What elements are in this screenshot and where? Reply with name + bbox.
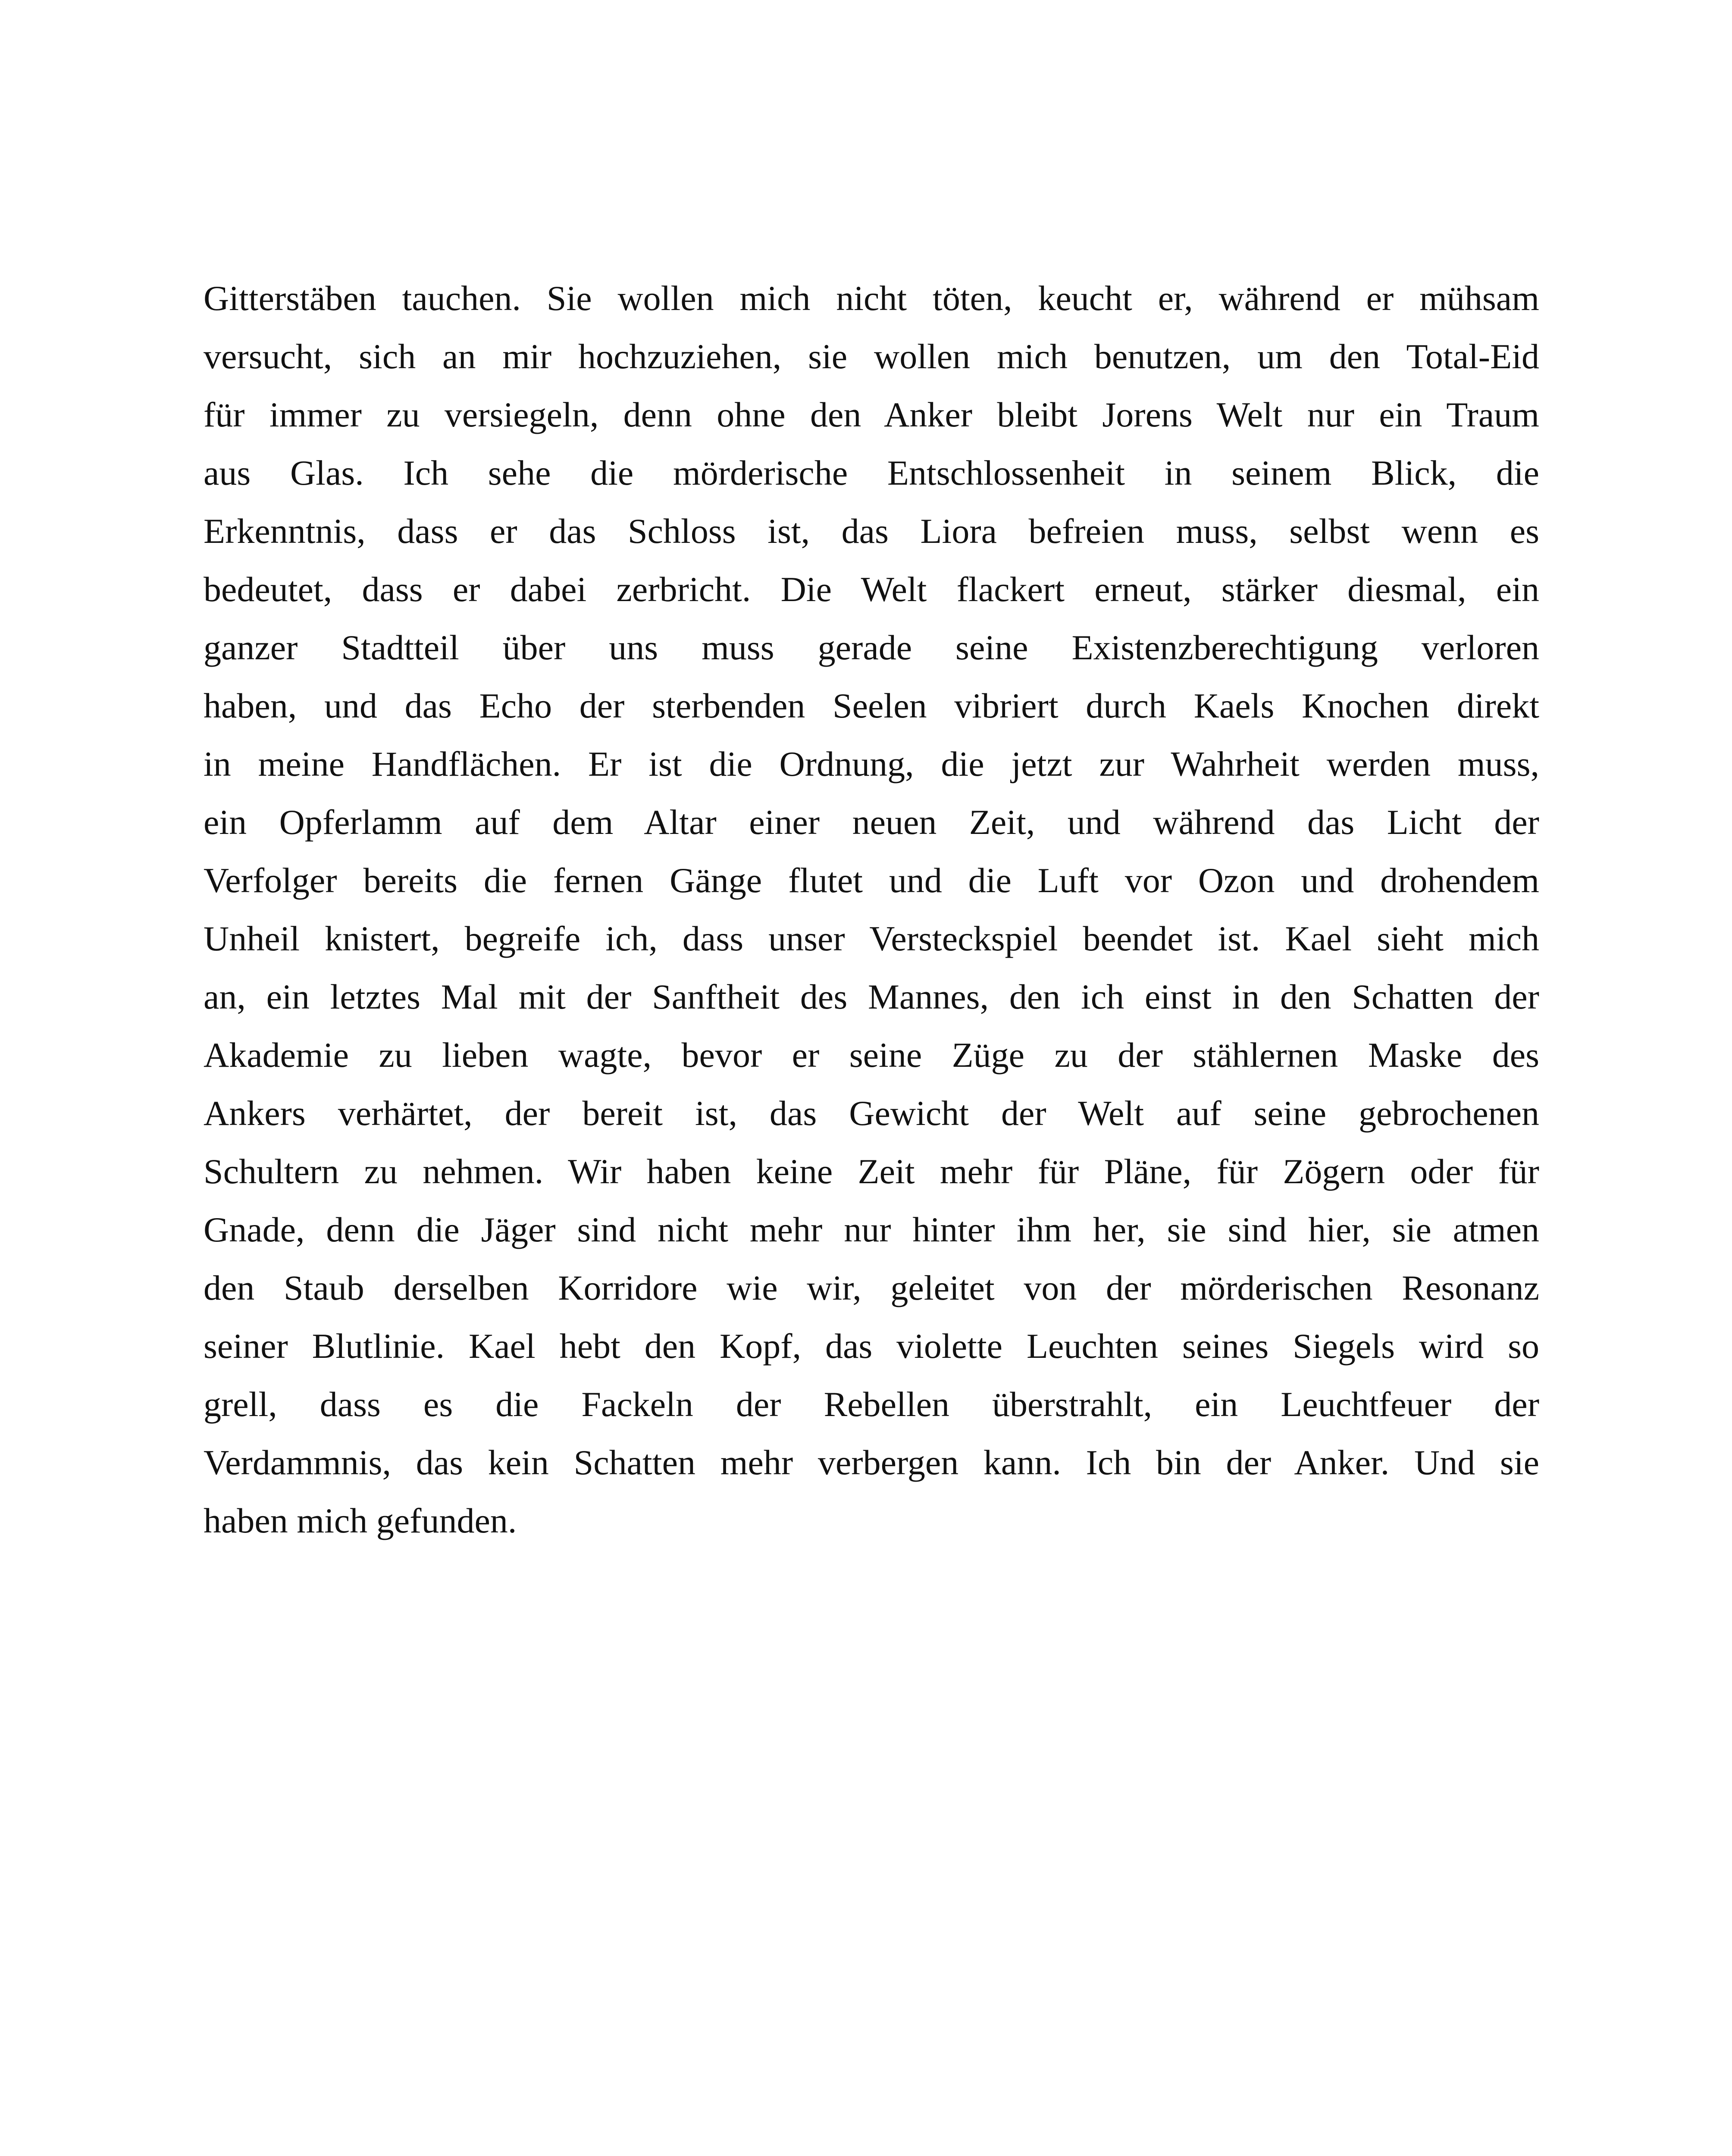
text-line: in meine Handflächen. Er ist die Ordnung, die jetzt zur Wahrheit werden muss,	[204, 744, 1539, 783]
text-line: Verdammnis, das kein Schatten mehr verbergen kann. Ich bin der Anker. Und sie	[204, 1443, 1539, 1482]
text-line: Ankers verhärtet, der bereit ist, das Gewicht der Welt auf seine gebrochenen	[204, 1094, 1539, 1133]
text-line: versucht, sich an mir hochzuziehen, sie wollen mich benutzen, um den Total-Eid	[204, 337, 1539, 376]
text-line: Unheil knistert, begreife ich, dass unser Versteckspiel beendet ist. Kael sieht mich	[204, 919, 1539, 958]
text-line: Schultern zu nehmen. Wir haben keine Zeit mehr für Pläne, für Zögern oder für	[204, 1152, 1539, 1191]
text-line: ein Opferlamm auf dem Altar einer neuen Zeit, und während das Licht der	[204, 802, 1539, 842]
text-line: Akademie zu lieben wagte, bevor er seine Züge zu der stählernen Maske des	[204, 1035, 1539, 1075]
text-line: seiner Blutlinie. Kael hebt den Kopf, das violette Leuchten seines Siegels wird so	[204, 1326, 1539, 1366]
text-line: für immer zu versiegeln, denn ohne den Anker bleibt Jorens Welt nur ein Traum	[204, 395, 1539, 434]
text-line: ganzer Stadtteil über uns muss gerade seine Existenzberechtigung verloren	[204, 628, 1539, 667]
text-line: aus Glas. Ich sehe die mörderische Entschlossenheit in seinem Blick, die	[204, 453, 1539, 492]
text-line: haben mich gefunden.	[204, 1501, 517, 1540]
text-line: Gitterstäben tauchen. Sie wollen mich nicht töten, keucht er, während er mühsam	[204, 279, 1539, 318]
text-line: Erkenntnis, dass er das Schloss ist, das Liora befreien muss, selbst wenn es	[204, 511, 1539, 551]
text-line: bedeutet, dass er dabei zerbricht. Die Welt flackert erneut, stärker diesmal, ein	[204, 570, 1539, 609]
body-paragraph	[204, 269, 1539, 1550]
text-line: Verfolger bereits die fernen Gänge flutet und die Luft vor Ozon und drohendem	[204, 861, 1539, 900]
text-line: Gnade, denn die Jäger sind nicht mehr nur hinter ihm her, sie sind hier, sie atmen	[204, 1210, 1539, 1249]
text-line: haben, und das Echo der sterbenden Seelen vibriert durch Kaels Knochen direkt	[204, 686, 1539, 725]
text-line: grell, dass es die Fackeln der Rebellen überstrahlt, ein Leuchtfeuer der	[204, 1385, 1539, 1424]
text-line: an, ein letztes Mal mit der Sanftheit des Mannes, den ich einst in den Schatten der	[204, 977, 1539, 1016]
text-line: den Staub derselben Korridore wie wir, geleitet von der mörderischen Resonanz	[204, 1268, 1539, 1307]
